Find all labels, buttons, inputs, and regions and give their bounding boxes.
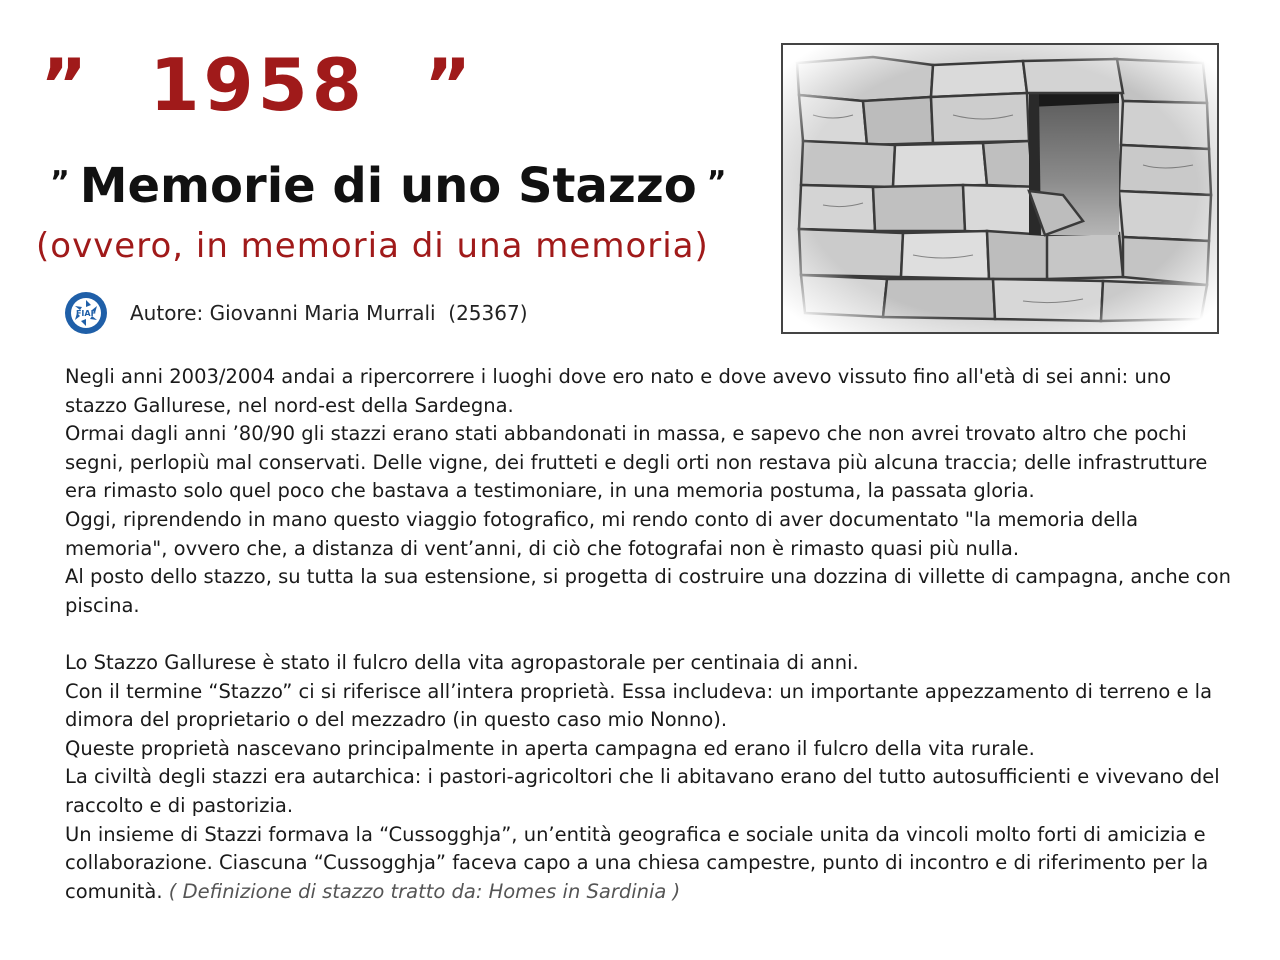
subtitle: (ovvero, in memoria di una memoria) — [36, 226, 709, 266]
title-open-quote: ” — [50, 165, 70, 200]
page-title — [40, 150, 736, 219]
paragraph: Lo Stazzo Gallurese è stato il fulcro della vita agropastorale per centinaia di anni. — [65, 650, 859, 674]
paragraph: Queste proprietà nascevano principalmente in aperta campagna ed erano il fulcro della vita rurale. — [65, 736, 1035, 760]
title-close-quote: ” — [706, 165, 727, 200]
body-text — [65, 363, 1235, 906]
paragraph: Con il termine “Stazzo” ci si riferisce all’intera proprietà. Essa includeva: un importante appezzamento di terreno e la dimora del proprietario o del mezzadro (in questo caso mio Nonno). — [65, 679, 1213, 732]
paragraph: Oggi, riprendendo in mano questo viaggio fotografico, mi rendo conto di aver documentato "la memoria della memoria", ovvero che, a distanza di vent’anni, di ciò che fotografai non è rimasto quasi più nulla. — [65, 507, 1139, 560]
paragraph: Ormai dagli anni ’80/90 gli stazzi erano stati abbandonati in massa, e sapevo che non avrei trovato altro che pochi segni, perlopiù mal conservati. Delle vigne, dei frutteti e degli orti non restava più alcuna traccia; delle infrastrutture era rimasto solo quel poco che bastava a testimoniare, in una memoria postuma, la passata gloria. — [65, 422, 1208, 503]
author-label: Autore: Giovanni Maria Murrali (25367) — [130, 301, 528, 325]
stone-wall-photo — [781, 43, 1219, 334]
paragraph-final — [65, 821, 1235, 907]
paragraph: Al posto dello stazzo, su tutta la sua estensione, si progetta di costruire una dozzina di villette di campagna, anche con piscina. — [65, 565, 1231, 617]
citation: ( Definizione di stazzo tratto da: Homes in Sardinia ) — [168, 879, 681, 903]
author-line — [64, 290, 528, 336]
paragraph: Negli anni 2003/2004 andai a ripercorrere i luoghi dove ero nato e dove avevo vissuto fino all'età di sei anni: uno stazzo Gallurese, nel nord-est della Sardegna. — [65, 365, 1172, 417]
fiaf-logo-text: FIAF — [75, 309, 97, 318]
title-text: Memorie di uno Stazzo — [79, 158, 697, 214]
year-heading: ” 1958 ” — [40, 43, 476, 127]
stone-wall-image — [783, 45, 1217, 332]
final-paragraph-text: Un insieme di Stazzi formava la “Cussogghja”, un’entità geografica e sociale unita da vincoli molto forti di amicizia e collaborazione. Ciascuna “Cussogghja” faceva capo a una chiesa campestre, punto di incontro e di riferimento per la comunità. — [65, 822, 1209, 903]
paragraph-spacer — [65, 620, 1235, 649]
fiaf-logo-icon — [64, 291, 108, 335]
paragraph: La civiltà degli stazzi era autarchica: i pastori-agricoltori che li abitavano erano del tutto autosufficienti e vivevano del raccolto e di pastorizia. — [65, 765, 1220, 817]
